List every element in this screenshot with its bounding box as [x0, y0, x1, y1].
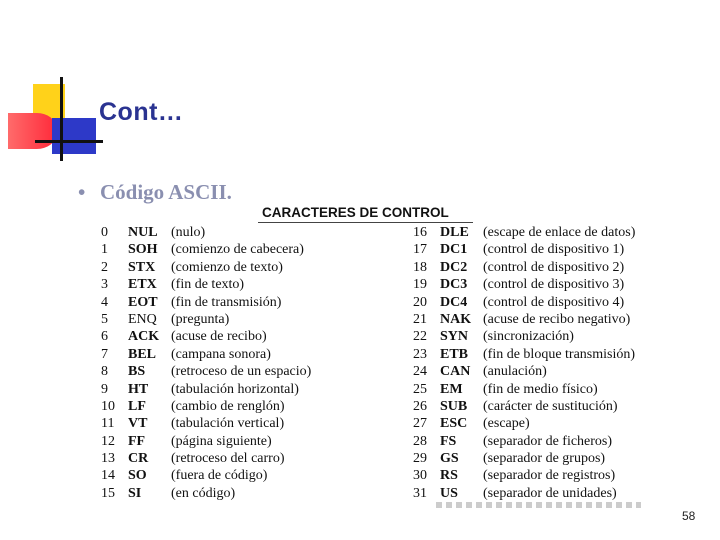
control-char-code: GS — [440, 451, 459, 467]
control-char-description: (separador de registros) — [483, 468, 616, 484]
control-char-description: (fuera de código) — [171, 468, 268, 484]
control-char-description: (comienzo de cabecera) — [171, 242, 304, 258]
control-char-number: 24 — [413, 364, 427, 380]
control-char-row — [413, 224, 635, 241]
control-char-code: VT — [128, 416, 148, 432]
control-char-number: 15 — [101, 485, 115, 501]
control-char-number: 28 — [413, 433, 427, 449]
control-char-number: 26 — [413, 398, 427, 414]
control-char-number: 13 — [101, 451, 115, 467]
control-char-description: (cambio de renglón) — [171, 398, 285, 414]
control-char-number: 10 — [101, 398, 115, 414]
control-char-number: 16 — [413, 225, 427, 240]
control-char-code: ESC — [440, 416, 468, 432]
table-heading-underline — [258, 222, 473, 223]
control-char-code: EOT — [128, 294, 158, 310]
control-char-description: (fin de medio físico) — [483, 381, 598, 397]
control-char-row — [101, 294, 311, 311]
control-char-row — [101, 381, 311, 398]
control-char-number: 8 — [101, 364, 108, 380]
control-char-description: (escape de enlace de datos) — [483, 225, 636, 240]
control-char-description: (acuse de recibo negativo) — [483, 311, 631, 327]
control-chars-right-column — [413, 224, 635, 502]
bullet-text: Código ASCII. — [100, 180, 232, 204]
control-char-code: FF — [128, 433, 146, 449]
control-char-description: (escape) — [483, 416, 530, 432]
control-char-number: 9 — [101, 381, 108, 397]
control-char-row — [413, 398, 635, 415]
control-char-number: 25 — [413, 381, 427, 397]
control-char-number: 6 — [101, 329, 108, 345]
control-char-row — [413, 467, 635, 484]
control-char-code: DLE — [440, 225, 469, 240]
control-char-description: (tabulación horizontal) — [171, 381, 299, 397]
control-char-number: 18 — [413, 259, 427, 275]
control-char-row — [413, 381, 635, 398]
control-char-row — [101, 433, 311, 450]
control-char-description: (control de dispositivo 4) — [483, 294, 625, 310]
control-char-number: 23 — [413, 346, 427, 362]
control-char-row — [413, 433, 635, 450]
control-char-description: (comienzo de texto) — [171, 259, 283, 275]
control-char-row — [101, 450, 311, 467]
control-char-number: 0 — [101, 225, 108, 240]
control-char-row — [413, 241, 635, 258]
control-char-code: DC3 — [440, 277, 468, 293]
control-char-code: NUL — [128, 225, 158, 240]
control-char-number: 2 — [101, 259, 108, 275]
control-char-row — [413, 363, 635, 380]
table-heading: CARACTERES DE CONTROL — [262, 205, 449, 220]
control-char-code: DC2 — [440, 259, 468, 275]
control-char-description: (control de dispositivo 2) — [483, 259, 625, 275]
control-char-description: (retroceso del carro) — [171, 451, 285, 467]
control-char-number: 22 — [413, 329, 427, 345]
control-char-row — [413, 450, 635, 467]
control-char-code: US — [440, 485, 458, 501]
control-char-number: 17 — [413, 242, 427, 258]
control-char-number: 21 — [413, 311, 427, 327]
control-char-description: (nulo) — [171, 225, 206, 240]
control-char-code: DC1 — [440, 242, 468, 258]
control-char-description: (campana sonora) — [171, 346, 271, 362]
control-char-description: (retroceso de un espacio) — [171, 364, 312, 380]
control-char-number: 14 — [101, 468, 115, 484]
control-char-number: 27 — [413, 416, 427, 432]
control-char-code: FS — [440, 433, 457, 449]
control-char-row — [413, 415, 635, 432]
control-char-row — [101, 241, 311, 258]
control-char-code: SOH — [128, 242, 158, 258]
logo-red-square — [8, 113, 56, 149]
control-char-row — [101, 346, 311, 363]
control-char-code: ACK — [128, 329, 160, 345]
control-char-description: (pregunta) — [171, 311, 230, 327]
control-char-number: 19 — [413, 277, 427, 293]
control-char-description: (fin de transmisión) — [171, 294, 282, 310]
control-char-description: (fin de texto) — [171, 277, 245, 293]
control-char-row — [101, 328, 311, 345]
slide-title: Cont… — [99, 98, 184, 126]
control-char-description: (control de dispositivo 3) — [483, 277, 625, 293]
logo-horizontal-line — [35, 140, 103, 143]
control-char-row — [413, 328, 635, 345]
control-char-row — [413, 311, 635, 328]
control-char-row — [101, 259, 311, 276]
control-char-row — [413, 346, 635, 363]
control-chars-left-column — [101, 224, 311, 502]
control-char-row — [413, 485, 635, 502]
control-char-row — [101, 276, 311, 293]
control-char-number: 1 — [101, 242, 108, 258]
control-char-row — [413, 276, 635, 293]
control-char-code: SYN — [440, 329, 469, 345]
cropped-text-fragment — [436, 502, 641, 508]
control-char-code: CAN — [440, 364, 471, 380]
bullet-item — [78, 180, 232, 205]
control-char-number: 4 — [101, 294, 108, 310]
control-char-code: CR — [128, 451, 149, 467]
control-char-description: (separador de unidades) — [483, 485, 617, 501]
control-char-row — [101, 415, 311, 432]
bullet-dot-icon: • — [78, 180, 86, 204]
control-char-row — [413, 259, 635, 276]
logo-blue-square — [52, 118, 96, 154]
control-char-description: (carácter de sustitución) — [483, 398, 618, 414]
control-char-code: ETB — [440, 346, 469, 362]
control-char-description: (sincronización) — [483, 329, 574, 345]
control-char-number: 7 — [101, 346, 108, 362]
control-char-description: (anulación) — [483, 364, 547, 380]
control-char-code: HT — [128, 381, 149, 397]
control-char-code: BEL — [128, 346, 157, 362]
control-char-row — [413, 294, 635, 311]
control-char-number: 31 — [413, 485, 427, 501]
control-char-number: 29 — [413, 451, 427, 467]
control-char-code: ETX — [128, 277, 157, 293]
slide-logo-decoration — [0, 0, 110, 165]
control-char-code: LF — [128, 398, 146, 414]
control-char-description: (separador de grupos) — [483, 451, 606, 467]
control-char-code: STX — [128, 259, 156, 275]
control-char-number: 3 — [101, 277, 108, 293]
control-char-number: 30 — [413, 468, 427, 484]
control-char-description: (página siguiente) — [171, 433, 272, 449]
control-char-number: 11 — [101, 416, 115, 432]
control-char-code: DC4 — [440, 294, 468, 310]
control-char-row — [101, 363, 311, 380]
page-number: 58 — [682, 509, 696, 523]
control-char-row — [101, 467, 311, 484]
control-char-number: 20 — [413, 294, 427, 310]
control-char-code: RS — [440, 468, 458, 484]
control-char-code: SI — [128, 485, 142, 501]
control-char-description: (en código) — [171, 485, 236, 501]
control-char-code: SUB — [440, 398, 468, 414]
control-char-code: EM — [440, 381, 463, 397]
control-char-description: (tabulación vertical) — [171, 416, 285, 432]
control-char-code: NAK — [440, 311, 472, 327]
control-char-code: ENQ — [128, 311, 157, 327]
control-char-number: 12 — [101, 433, 115, 449]
control-char-code: SO — [128, 468, 147, 484]
control-char-row — [101, 398, 311, 415]
control-char-row — [101, 485, 311, 502]
control-char-description: (control de dispositivo 1) — [483, 242, 625, 258]
control-char-description: (fin de bloque transmisión) — [483, 346, 636, 362]
control-char-description: (separador de ficheros) — [483, 433, 613, 449]
control-char-row — [101, 224, 311, 241]
control-char-number: 5 — [101, 311, 108, 327]
control-char-code: BS — [128, 364, 146, 380]
logo-vertical-line — [60, 77, 63, 161]
control-char-row — [101, 311, 311, 328]
control-char-description: (acuse de recibo) — [171, 329, 267, 345]
